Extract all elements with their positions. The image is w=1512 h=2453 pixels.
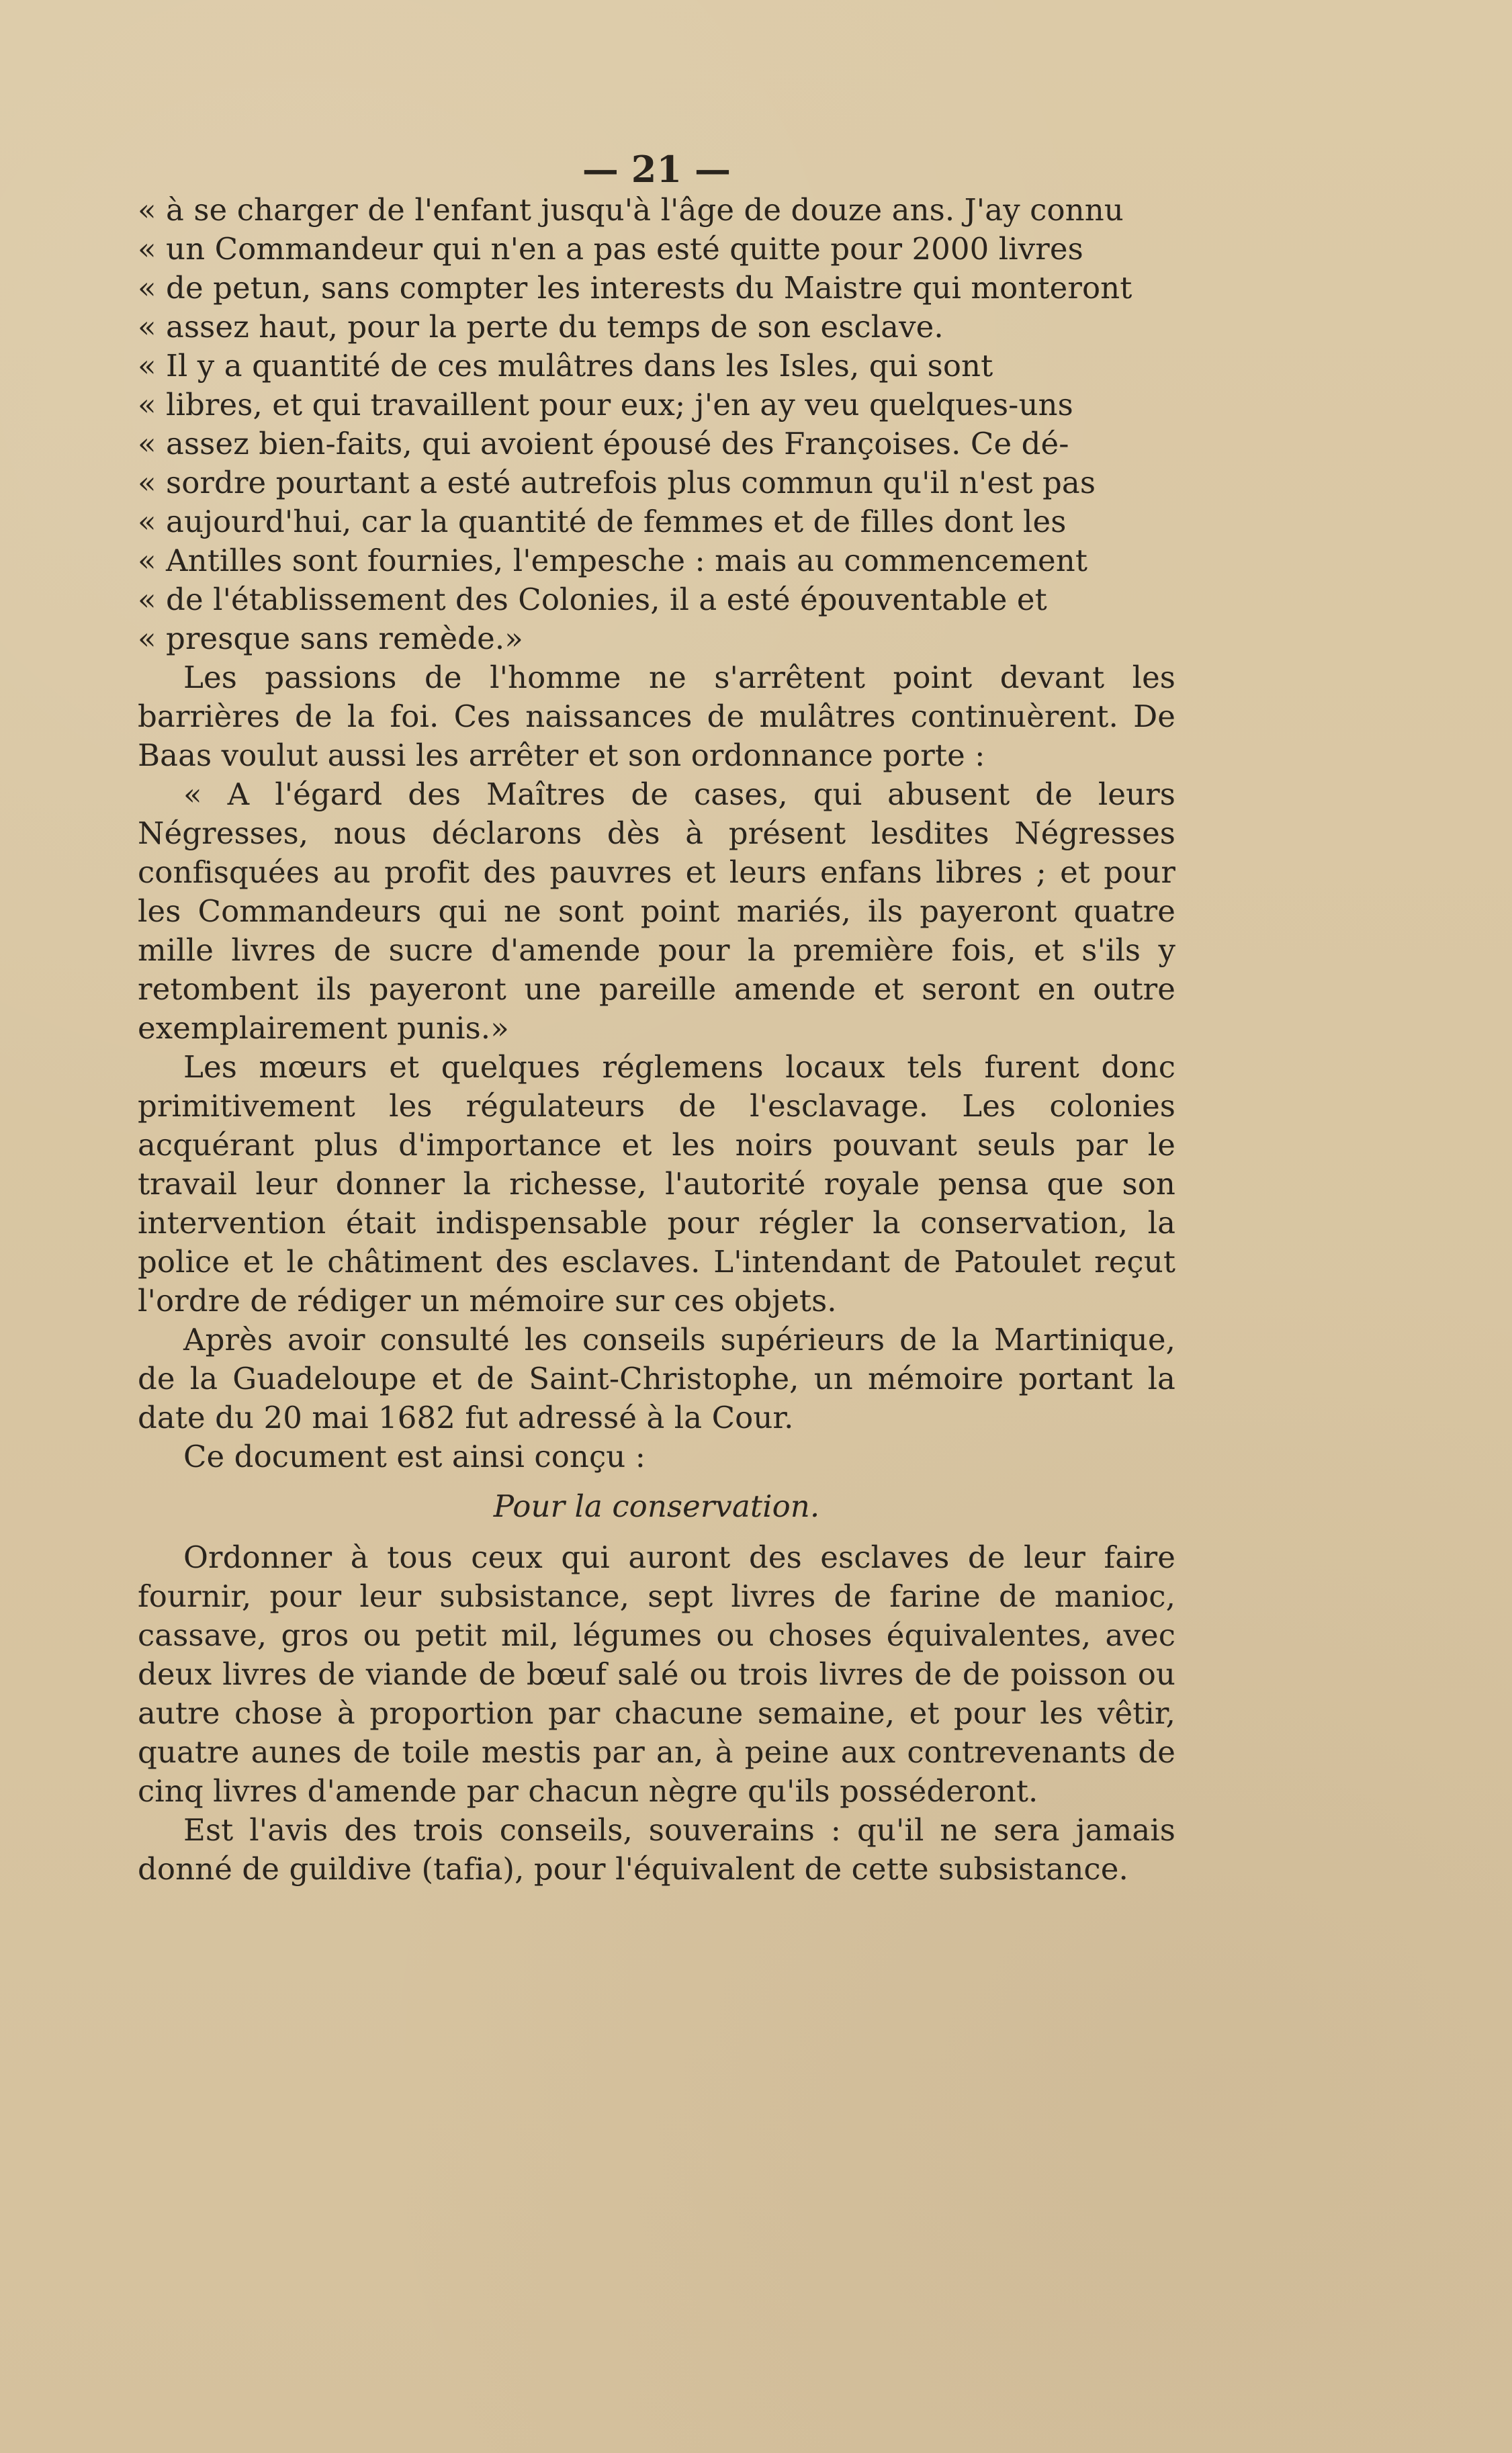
quote-line: « sordre pourtant a esté autrefois plus commun qu'il n'est pas (138, 465, 1096, 500)
quoted-ordinance: « A l'égard des Maîtres de cases, qui abusent de leurs Négresses, nous déclarons dès à présent lesdites Négresses confisquées au profit des pauvres et leurs enfans libres ; et pour les Commandeurs qui ne sont point mariés, ils payeront quatre mille livres de sucre d'amende pour la première fois, et s'ils y retombent ils payeront une pareille amende et seront en outre exemplairement punis.» (138, 776, 1175, 1046)
section-title: Pour la conservation. (493, 1488, 820, 1524)
quote-block-1 (138, 191, 1175, 347)
page-number: — 21 — (582, 148, 731, 191)
paragraph: Après avoir consulté les conseils supérieurs de la Martinique, de la Guadeloupe et de Saint-Christophe, un mémoire portant la date du 20 mai 1682 fut adressé à la Cour. (138, 1322, 1175, 1435)
section-paragraph: Ordonner à tous ceux qui auront des esclaves de leur faire fournir, pour leur subsistance, sept livres de farine de manioc, cassave, gros ou petit mil, légumes ou choses équivalentes, avec deux livres de viande de bœuf salé ou trois livres de de poisson ou autre chose à proportion par chacune semaine, et pour les vêtir, quatre aunes de toile mestis par an, à peine aux contrevenants de cinq livres d'amende par chacun nègre qu'ils posséderont. (138, 1540, 1175, 1809)
quote-line: « Il y a quantité de ces mulâtres dans les Isles, qui sont (138, 348, 993, 384)
quote-line: « un Commandeur qui n'en a pas esté quitte pour 2000 livres (138, 231, 1083, 267)
quote-line: « de l'établissement des Colonies, il a esté épouventable et (138, 582, 1047, 617)
page-text (138, 148, 1175, 1889)
quote-block-2 (138, 347, 1175, 658)
quote-line: « libres, et qui travaillent pour eux; j'en ay veu quelques-uns (138, 387, 1073, 422)
quote-line: « aujourd'hui, car la quantité de femmes et de filles dont les (138, 504, 1067, 539)
quote-line: « assez bien-faits, qui avoient épousé des Françoises. Ce dé- (138, 426, 1069, 461)
paragraph: Les mœurs et quelques réglemens locaux tels furent donc primitivement les régulateurs de l'esclavage. Les colonies acquérant plus d'importance et les noirs pouvant seuls par le travail leur donner la richesse, l'autorité royale pensa que son intervention était indispensable pour régler la conservation, la police et le châtiment des esclaves. L'intendant de Patoulet reçut l'ordre de rédiger un mémoire sur ces objets. (138, 1049, 1175, 1319)
paragraph: Les passions de l'homme ne s'arrêtent point devant les barrières de la foi. Ces naissances de mulâtres continuèrent. De Baas voulut aussi les arrêter et son ordonnance porte : (138, 660, 1175, 773)
quote-line: « presque sans remède.» (138, 621, 523, 656)
quote-line: « à se charger de l'enfant jusqu'à l'âge de douze ans. J'ay connu (138, 192, 1124, 228)
quote-line: « Antilles sont fournies, l'empesche : mais au commencement (138, 543, 1088, 578)
quote-line: « de petun, sans compter les interests du Maistre qui monteront (138, 270, 1132, 306)
quote-line: « assez haut, pour la perte du temps de son esclave. (138, 309, 944, 345)
section-paragraph: Est l'avis des trois conseils, souverains : qu'il ne sera jamais donné de guildive (tafia), pour l'équivalent de cette subsistance. (138, 1812, 1175, 1887)
paragraph: Ce document est ainsi conçu : (183, 1439, 646, 1474)
